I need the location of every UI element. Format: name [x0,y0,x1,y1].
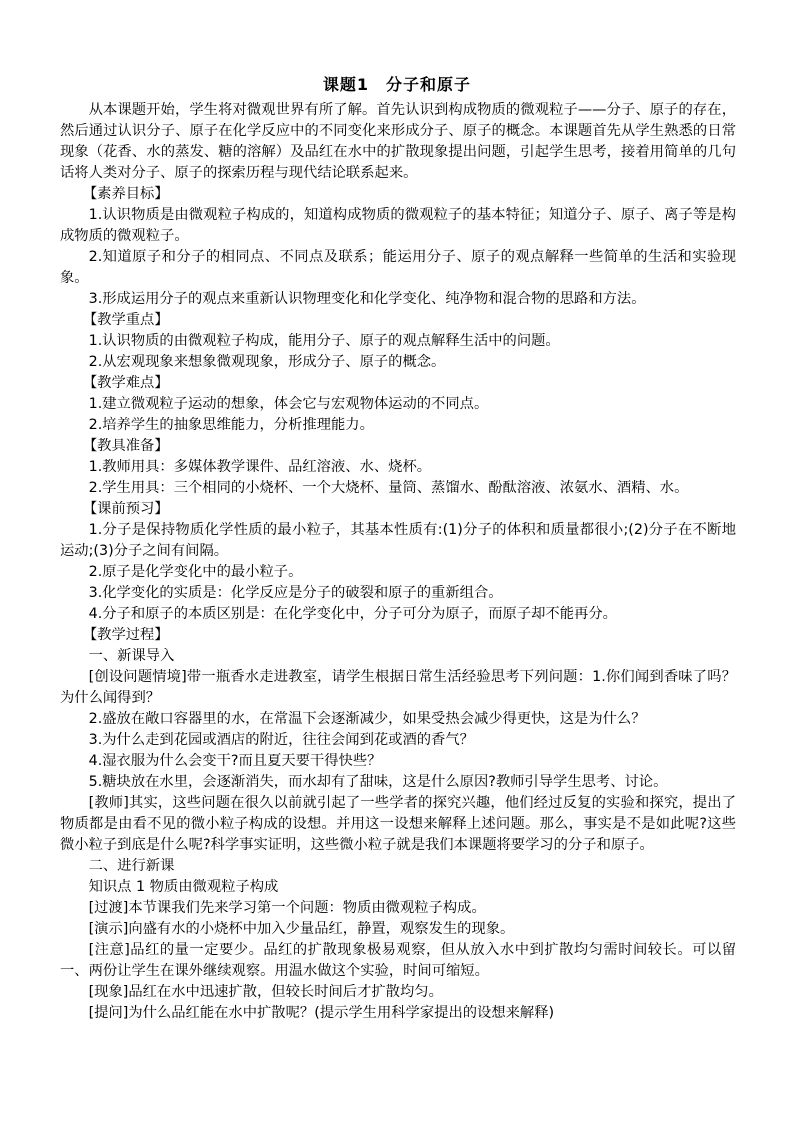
paragraph: [演示]向盛有水的小烧杯中加入少量品红，静置，观察发生的现象。 [88,921,515,937]
paragraph: [注意]品红的量一定要少。品红的扩散现象极易观察，但从放入水中到扩散均匀需时间较长。可以留一、两份让学生在课外继续观察。用温水做这个实验，时间可缩短。 [60,942,736,979]
document-body [60,100,736,1024]
paragraph: 5.糖块放在水里，会逐渐消失，而水却有了甜味，这是什么原因?教师引导学生思考、讨论。 [88,774,668,790]
paragraph: 一、新课导入 [88,648,175,664]
paragraph: 3.为什么走到花园或酒店的附近，往往会闻到花或酒的香气？ [88,732,474,748]
section-heading: 【教学重点】 [82,312,169,328]
paragraph: 4.湿衣服为什么会变干?而且夏天要干得快些？ [88,753,382,769]
paragraph: 1.建立微观粒子运动的想象，体会它与宏观物体运动的不同点。 [88,396,489,412]
section-heading: 【教具准备】 [82,438,169,454]
paragraph: 2.培养学生的抽象思维能力，分析推理能力。 [88,417,374,433]
section-heading: 【素养目标】 [82,186,169,202]
paragraph: 4.分子和原子的本质区别是：在化学变化中，分子可分为原子，而原子却不能再分。 [88,606,617,622]
paragraph: [提问]为什么品红能在水中扩散呢？(提示学生用科学家提出的设想来解释) [88,1005,555,1021]
paragraph: 1.认识物质的由微观粒子构成，能用分子、原子的观点解释生活中的问题。 [88,333,560,349]
section-heading: 【教学过程】 [82,627,169,643]
section-heading: 【课前预习】 [82,501,169,517]
paragraph: [创设问题情境]带一瓶香水走进教室，请学生根据日常生活经验思考下列问题：1.你们闻到香味了吗？为什么闻得到？ [60,669,736,706]
paragraph: [现象]品红在水中迅速扩散，但较长时间后才扩散均匀。 [88,984,443,1000]
paragraph: 从本课题开始，学生将对微观世界有所了解。首先认识到构成物质的微观粒子——分子、原子的存在，然后通过认识分子、原子在化学反应中的不同变化来形成分子、原子的概念。本课题首先从学生熟悉的日常现象（花香、水的蒸发、糖的溶解）及品红在水中的扩散现象提出问题，引起学生思考，接着用简单的几句话将人类对分子、原子的探索历程与现代结论联系起来。 [60,102,736,181]
paragraph: 1.分子是保持物质化学性质的最小粒子，其基本性质有:(1)分子的体积和质量都很小;(2)分子在不断地运动;(3)分子之间有间隔。 [60,522,736,559]
section-heading: 【教学难点】 [82,375,169,391]
paragraph: 二、进行新课 [88,858,175,874]
paragraph: 3.形成运用分子的观点来重新认识物理变化和化学变化、纯净物和混合物的思路和方法。 [88,291,646,307]
paragraph: 知识点 1 物质由微观粒子构成 [88,879,279,895]
paragraph: 1.教师用具：多媒体教学课件、品红溶液、水、烧杯。 [88,459,432,475]
paragraph: 2.从宏观现象来想象微观现象，形成分子、原子的概念。 [88,354,446,370]
paragraph: 2.学生用具：三个相同的小烧杯、一个大烧杯、量筒、蒸馏水、酚酞溶液、浓氨水、酒精、水。 [88,480,689,496]
paragraph: 2.盛放在敞口容器里的水，在常温下会逐渐减少，如果受热会减少得更快，这是为什么？ [88,711,646,727]
paragraph: 1.认识物质是由微观粒子构成的，知道构成物质的微观粒子的基本特征；知道分子、原子、离子等是构成物质的微观粒子。 [60,207,736,244]
paragraph: [过渡]本节课我们先来学习第一个问题：物质由微观粒子构成。 [88,900,486,916]
paragraph: 3.化学变化的实质是：化学反应是分子的破裂和原子的重新组合。 [88,585,503,601]
paragraph: [教师]其实，这些问题在很久以前就引起了一些学者的探究兴趣，他们经过反复的实验和探究，提出了物质都是由看不见的微小粒子构成的设想。并用这一设想来解释上述问题。那么，事实是不是如此呢?这些微小粒子到底是什么呢?科学事实证明，这些微小粒子就是我们本课题将要学习的分子和原子。 [60,795,736,853]
document-title: 课题1 分子和原子 [322,75,472,94]
paragraph: 2.原子是化学变化中的最小粒子。 [88,564,303,580]
paragraph: 2.知道原子和分子的相同点、不同点及联系；能运用分子、原子的观点解释一些简单的生活和实验现象。 [60,249,736,286]
